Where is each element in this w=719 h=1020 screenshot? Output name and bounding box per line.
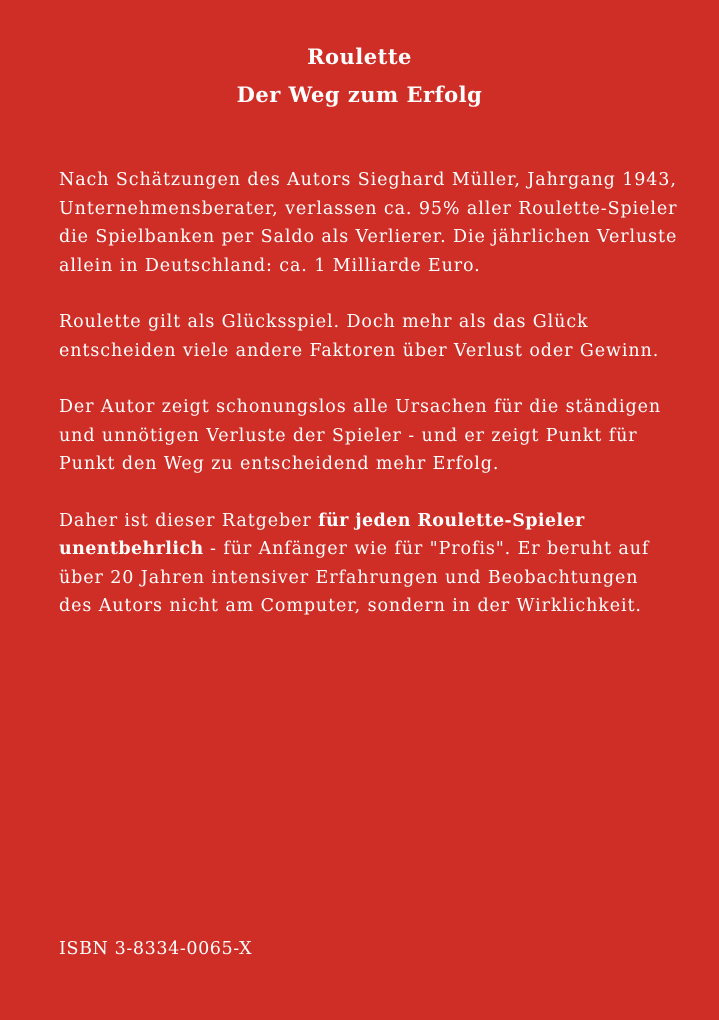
text-line: über 20 Jahren intensiver Erfahrungen und Beobachtungen bbox=[59, 567, 639, 588]
text-line: Roulette gilt als Glücksspiel. Doch mehr als das Glück bbox=[59, 312, 589, 332]
text-segment: - für Anfänger wie für "Profis". Er beruht auf bbox=[203, 539, 650, 559]
text-line: Unternehmensberater, verlassen ca. 95% aller Roulette-Spieler bbox=[59, 198, 678, 219]
title-block bbox=[0, 38, 719, 114]
blurb-text bbox=[59, 166, 699, 649]
text-segment: Daher ist dieser Ratgeber bbox=[59, 510, 319, 531]
emphasis-text: für jeden Roulette-Spieler bbox=[318, 510, 585, 531]
paragraph-3 bbox=[59, 393, 699, 479]
paragraph-2 bbox=[59, 308, 699, 365]
book-subtitle: Der Weg zum Erfolg bbox=[236, 82, 483, 107]
text-line: die Spielbanken per Saldo als Verlierer. Die jährlichen Verluste bbox=[59, 227, 678, 247]
paragraph-1 bbox=[59, 166, 699, 280]
emphasis-text: unentbehrlich bbox=[59, 539, 204, 559]
text-line: allein in Deutschland: ca. 1 Milliarde Euro. bbox=[59, 255, 481, 276]
paragraph-4 bbox=[59, 507, 699, 621]
text-line: Punkt den Weg zu entscheidend mehr Erfolg. bbox=[59, 454, 500, 474]
book-title: Roulette bbox=[307, 44, 412, 69]
text-line: Der Autor zeigt schonungslos alle Ursachen für die ständigen bbox=[59, 397, 662, 417]
text-line: und unnötigen Verluste der Spieler - und er zeigt Punkt für bbox=[59, 425, 638, 446]
text-line: Nach Schätzungen des Autors Sieghard Müller, Jahrgang 1943, bbox=[59, 170, 677, 190]
isbn-number: ISBN 3-8334-0065-X bbox=[59, 939, 253, 959]
text-line: des Autors nicht am Computer, sondern in der Wirklichkeit. bbox=[59, 596, 642, 616]
text-line: entscheiden viele andere Faktoren über Verlust oder Gewinn. bbox=[59, 340, 660, 361]
